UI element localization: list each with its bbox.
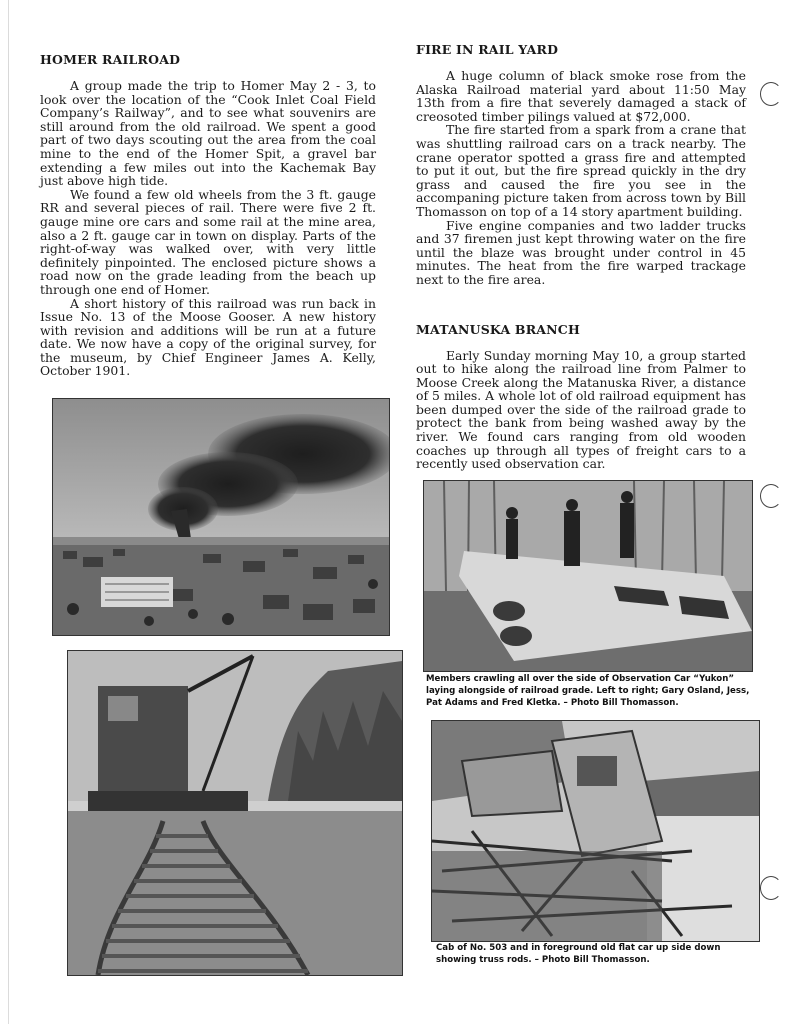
- observation-car-photo: [423, 480, 753, 672]
- observation-car-caption: Members crawling all over the side of Observation Car “Yukon” laying alongside of railroad grade. Left to right; Gary Osland, Jess, Pat Adams and Fred Kletka. – Photo Bill Thomasson.: [426, 674, 750, 708]
- homer-railroad-heading: HOMER RAILROAD: [40, 52, 181, 67]
- binder-hole-top: [760, 82, 782, 106]
- matanuska-paragraph-1: Early Sunday morning May 10, a group started out to hike along the railroad line from Palmer to Moose Creek along the Matanuska River, a distance of 5 miles. A whole lot of old railroad equipment has been dumped over the side of the railroad grade to protect the bank from being washed away by the river. We found cars ranging from old wooden coaches up through all types of freight cars to a recently used observation car.: [416, 347, 746, 472]
- crane-warped-track-photo-image: [68, 651, 402, 975]
- matanuska-article: [416, 322, 746, 471]
- homer-paragraph-2: We found a few old wheels from the 3 ft. gauge RR and several pieces of rail. There were five 2 ft. gauge mine ore cars and some rail at the mine area, also a 2 ft. gauge car in town on display. Parts of the right-of-way was walked over, with very little definitely pinpointed. The enclosed picture shows a road now on the grade leading from the beach up through one end of Homer.: [40, 186, 376, 297]
- fire-smoke-photo: [52, 398, 390, 636]
- cab-503-caption: Cab of No. 503 and in foreground old flat car up side down showing truss rods. – Photo Bill Thomasson.: [436, 943, 721, 965]
- matanuska-heading: MATANUSKA BRANCH: [416, 321, 580, 337]
- fire-paragraph-3: Five engine companies and two ladder trucks and 37 firemen just kept throwing water on the fire until the blaze was brought under control in 45 minutes. The heat from the fire warped trackage next to the fire area.: [416, 217, 746, 287]
- right-column-articles: [416, 42, 746, 471]
- fire-heading: FIRE IN RAIL YARD: [416, 42, 559, 57]
- homer-paragraph-3: A short history of this railroad was run back in Issue No. 13 of the Moose Gooser. A new history with revision and additions will be run at a future date. We now have a copy of the original survey, for the museum, by Chief Engineer James A. Kelly, October 1901.: [40, 295, 376, 379]
- fire-smoke-photo-image: [53, 399, 389, 635]
- homer-railroad-article: [40, 52, 376, 378]
- binder-hole-middle: [760, 484, 782, 508]
- crane-warped-track-photo: [67, 650, 403, 976]
- observation-car-photo-image: [424, 481, 752, 671]
- fire-paragraph-1: A huge column of black smoke rose from the Alaska Railroad material yard about 11:50 May 13th from a fire that severely damaged a stack of creosoted timber pilings valued at $72,000.: [416, 68, 746, 124]
- binder-hole-bottom: [760, 876, 782, 900]
- fire-paragraph-2: The fire started from a spark from a crane that was shuttling railroad cars on a track nearby. The crane operator spotted a grass fire and attempted to put it out, but the fire spread quickly in the dry grass and caused the fire you see in the accompaning picture taken from across town by Bill Thomasson on top of a 14 story apartment building.: [416, 122, 746, 219]
- page-edge-shadow: [8, 0, 9, 1024]
- cab-503-photo: [431, 720, 760, 942]
- homer-paragraph-1: A group made the trip to Homer May 2 - 3, to look over the location of the “Cook Inlet Coal Field Company’s Railway”, and to see what souvenirs are still around from the old railroad. We spent a good part of two days scouting out the area from the coal mine to the end of the Homer Spit, a gravel bar extending a few miles out into the Kachemak Bay just above high tide.: [40, 78, 376, 189]
- cab-503-photo-image: [432, 721, 759, 941]
